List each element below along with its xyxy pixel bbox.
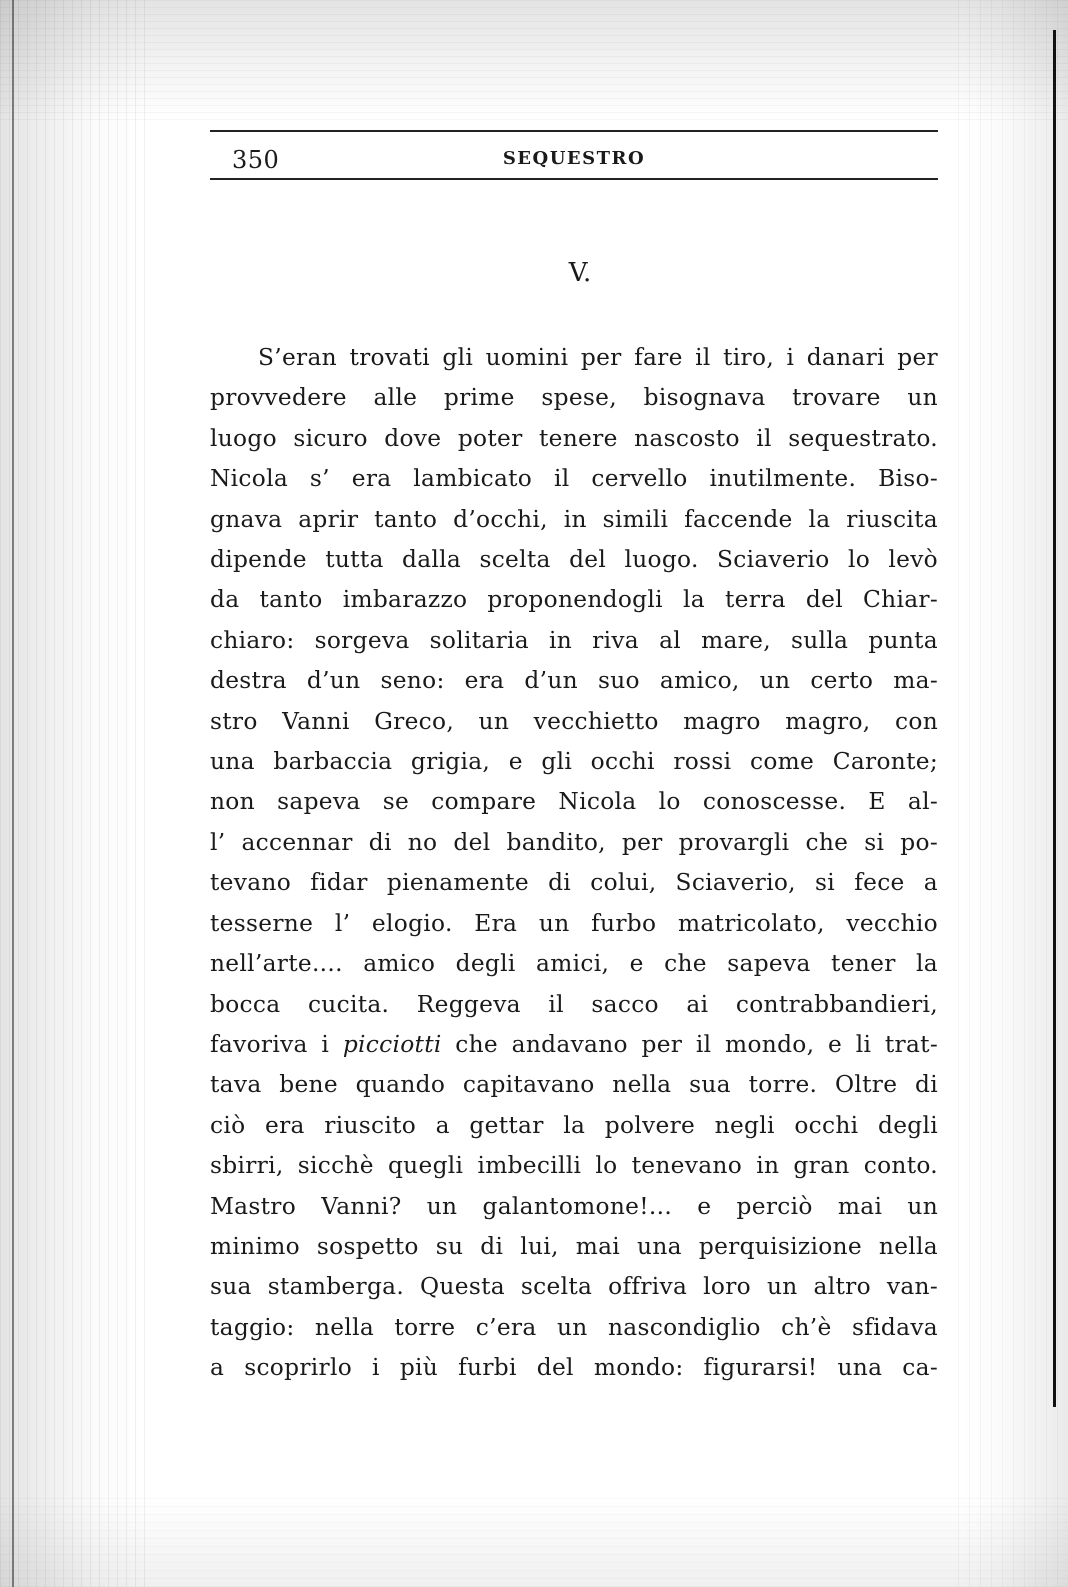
- running-head: SEQUESTRO: [502, 148, 646, 169]
- text-line: l’ accennar di no del bandito, per provargli che si po-: [210, 828, 938, 856]
- italic-word: picciotti: [342, 1030, 442, 1058]
- scan-edge-top: [0, 0, 1068, 120]
- text-line-with-italic: [210, 1025, 938, 1065]
- body-text: [210, 338, 938, 1389]
- text-segment: favoriva i: [210, 1030, 343, 1058]
- text-line: Nicola s’ era lambicato il cervello inutilmente. Biso-: [210, 465, 938, 493]
- text-line: tesserne l’ elogio. Era un furbo matricolato, vecchio: [210, 909, 938, 937]
- text-line: taggio: nella torre c’era un nascondiglio ch’è sfidava: [210, 1313, 938, 1341]
- text-line: a scoprirlo i più furbi del mondo: figurarsi! una ca-: [210, 1354, 938, 1382]
- book-page: [210, 124, 938, 1389]
- text-line: dipende tutta dalla scelta del luogo. Sciaverio lo levò: [210, 546, 938, 574]
- scan-edge-right: [958, 0, 1068, 1587]
- scan-binding-line: [12, 0, 14, 1587]
- text-line: luogo sicuro dove poter tenere nascosto il sequestrato.: [210, 424, 938, 452]
- text-line: sbirri, sicchè quegli imbecilli lo tenevano in gran conto.: [210, 1152, 938, 1180]
- page-header: [210, 124, 938, 182]
- text-line: provvedere alle prime spese, bisognava trovare un: [210, 384, 938, 412]
- text-line: nell’arte.... amico degli amici, e che sapeva tener la: [210, 950, 938, 978]
- scan-page-edge-line: [1053, 30, 1056, 1407]
- text-line: non sapeva se compare Nicola lo conoscesse. E al-: [210, 788, 938, 816]
- page-number: 350: [232, 146, 280, 174]
- text-line: da tanto imbarazzo proponendogli la terra del Chiar-: [210, 586, 938, 614]
- text-line: stro Vanni Greco, un vecchietto magro magro, con: [210, 707, 938, 735]
- text-line: una barbaccia grigia, e gli occhi rossi come Caronte;: [210, 748, 938, 776]
- text-line: minimo sospetto su di lui, mai una perquisizione nella: [210, 1232, 938, 1260]
- text-segment: che andavano per il mondo, e li trat-: [441, 1030, 938, 1058]
- header-rule-bottom: [210, 178, 938, 180]
- text-line: ciò era riuscito a gettar la polvere negli occhi degli: [210, 1111, 938, 1139]
- text-line: sua stamberga. Questa scelta offriva loro un altro van-: [210, 1273, 938, 1301]
- text-line: tevano fidar pienamente di colui, Sciaverio, si fece a: [210, 869, 938, 897]
- text-line: gnava aprir tanto d’occhi, in simili faccende la riuscita: [210, 505, 938, 533]
- chapter-heading: V.: [568, 258, 592, 288]
- text-line: destra d’un seno: era d’un suo amico, un certo ma-: [210, 667, 938, 695]
- text-line: bocca cucita. Reggeva il sacco ai contrabbandieri,: [210, 990, 938, 1018]
- text-line: chiaro: sorgeva solitaria in riva al mare, sulla punta: [210, 626, 938, 654]
- text-line: Mastro Vanni? un galantomone!... e perciò mai un: [210, 1192, 938, 1220]
- scan-edge-left: [0, 0, 150, 1587]
- header-rule-top: [210, 130, 938, 132]
- scan-edge-bottom: [0, 1497, 1068, 1587]
- text-line: tava bene quando capitavano nella sua torre. Oltre di: [210, 1071, 938, 1099]
- text-line: S’eran trovati gli uomini per fare il tiro, i danari per: [258, 344, 938, 371]
